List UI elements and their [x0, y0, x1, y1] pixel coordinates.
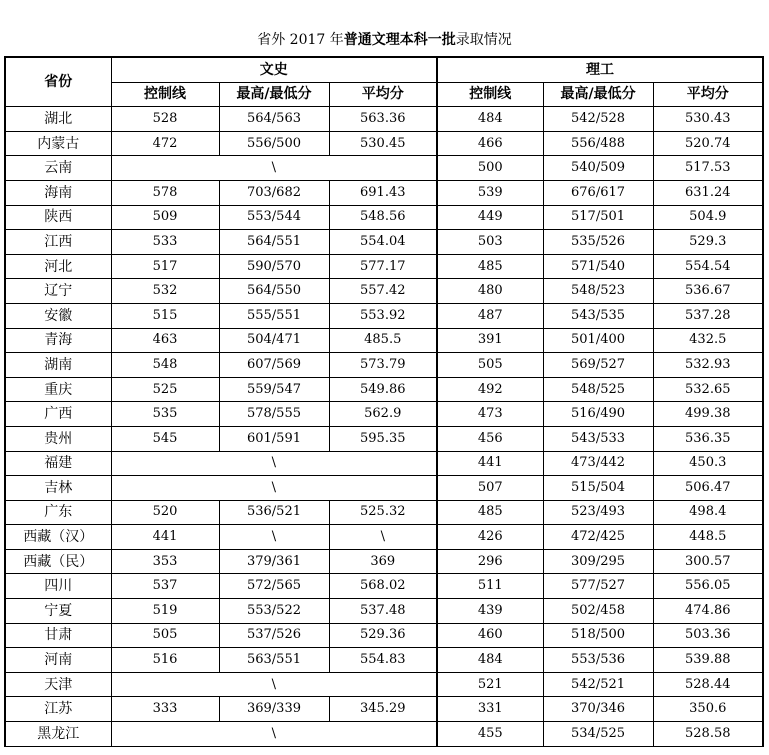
science-control-line-cell: 505 — [437, 353, 543, 378]
science-average-cell: 474.86 — [653, 599, 763, 624]
science-control-line-cell: 441 — [437, 451, 543, 476]
province-cell: 贵州 — [5, 426, 111, 451]
arts-control-line-cell: 545 — [111, 426, 219, 451]
arts-merged-cell: \ — [111, 722, 437, 747]
province-cell: 陕西 — [5, 205, 111, 230]
arts-max-min-cell: 379/361 — [219, 549, 329, 574]
arts-average-cell: 537.48 — [329, 599, 437, 624]
arts-merged-cell: \ — [111, 476, 437, 501]
table-row — [5, 402, 763, 427]
arts-control-line-cell: 535 — [111, 402, 219, 427]
arts-merged-cell: \ — [111, 672, 437, 697]
science-control-line-cell: 507 — [437, 476, 543, 501]
header-province: 省份 — [5, 57, 111, 107]
arts-control-line-cell: 463 — [111, 328, 219, 353]
arts-max-min-cell: 703/682 — [219, 180, 329, 205]
science-max-min-cell: 540/509 — [543, 156, 653, 181]
science-control-line-cell: 503 — [437, 230, 543, 255]
arts-average-cell: 369 — [329, 549, 437, 574]
arts-control-line-cell: 517 — [111, 254, 219, 279]
arts-average-cell: \ — [329, 525, 437, 550]
science-control-line-cell: 473 — [437, 402, 543, 427]
arts-average-cell: 557.42 — [329, 279, 437, 304]
science-max-min-cell: 571/540 — [543, 254, 653, 279]
header-arts-average: 平均分 — [329, 82, 437, 107]
table-row — [5, 205, 763, 230]
province-cell: 江苏 — [5, 697, 111, 722]
science-max-min-cell: 569/527 — [543, 353, 653, 378]
science-average-cell: 432.5 — [653, 328, 763, 353]
science-max-min-cell: 517/501 — [543, 205, 653, 230]
science-max-min-cell: 370/346 — [543, 697, 653, 722]
table-row — [5, 180, 763, 205]
science-average-cell: 350.6 — [653, 697, 763, 722]
header-science-max-min: 最高/最低分 — [543, 82, 653, 107]
arts-merged-cell: \ — [111, 451, 437, 476]
province-cell: 青海 — [5, 328, 111, 353]
science-average-cell: 506.47 — [653, 476, 763, 501]
science-control-line-cell: 331 — [437, 697, 543, 722]
title-bold: 普通文理本科一批 — [343, 32, 456, 48]
arts-average-cell: 563.36 — [329, 107, 437, 132]
title-prefix: 省外 2017 年 — [257, 32, 344, 48]
province-cell: 广东 — [5, 500, 111, 525]
science-max-min-cell: 502/458 — [543, 599, 653, 624]
arts-max-min-cell: \ — [219, 525, 329, 550]
science-average-cell: 520.74 — [653, 131, 763, 156]
arts-control-line-cell: 333 — [111, 697, 219, 722]
arts-max-min-cell: 559/547 — [219, 377, 329, 402]
science-max-min-cell: 473/442 — [543, 451, 653, 476]
table-row — [5, 156, 763, 181]
arts-control-line-cell: 578 — [111, 180, 219, 205]
science-average-cell: 556.05 — [653, 574, 763, 599]
province-cell: 四川 — [5, 574, 111, 599]
science-max-min-cell: 577/527 — [543, 574, 653, 599]
province-cell: 西藏（汉） — [5, 525, 111, 550]
science-average-cell: 539.88 — [653, 648, 763, 673]
arts-max-min-cell: 553/522 — [219, 599, 329, 624]
arts-control-line-cell: 548 — [111, 353, 219, 378]
province-cell: 黑龙江 — [5, 722, 111, 747]
science-average-cell: 529.3 — [653, 230, 763, 255]
title-suffix: 录取情况 — [455, 32, 512, 48]
header-science-average: 平均分 — [653, 82, 763, 107]
science-average-cell: 554.54 — [653, 254, 763, 279]
arts-average-cell: 554.83 — [329, 648, 437, 673]
science-average-cell: 300.57 — [653, 549, 763, 574]
science-control-line-cell: 480 — [437, 279, 543, 304]
header-science: 理工 — [437, 57, 763, 82]
arts-average-cell: 530.45 — [329, 131, 437, 156]
province-cell: 江西 — [5, 230, 111, 255]
arts-average-cell: 568.02 — [329, 574, 437, 599]
arts-merged-cell: \ — [111, 156, 437, 181]
province-cell: 内蒙古 — [5, 131, 111, 156]
science-control-line-cell: 426 — [437, 525, 543, 550]
science-max-min-cell: 556/488 — [543, 131, 653, 156]
science-average-cell: 631.24 — [653, 180, 763, 205]
province-cell: 湖南 — [5, 353, 111, 378]
arts-max-min-cell: 553/544 — [219, 205, 329, 230]
table-row — [5, 697, 763, 722]
table-row — [5, 648, 763, 673]
table-row — [5, 476, 763, 501]
science-average-cell: 537.28 — [653, 303, 763, 328]
table-row — [5, 353, 763, 378]
header-arts-control-line: 控制线 — [111, 82, 219, 107]
arts-control-line-cell: 533 — [111, 230, 219, 255]
document-title — [0, 30, 769, 50]
arts-average-cell: 562.9 — [329, 402, 437, 427]
science-control-line-cell: 521 — [437, 672, 543, 697]
science-average-cell: 499.38 — [653, 402, 763, 427]
arts-max-min-cell: 504/471 — [219, 328, 329, 353]
science-control-line-cell: 484 — [437, 107, 543, 132]
province-cell: 甘肃 — [5, 623, 111, 648]
science-control-line-cell: 485 — [437, 254, 543, 279]
arts-average-cell: 525.32 — [329, 500, 437, 525]
science-control-line-cell: 456 — [437, 426, 543, 451]
science-max-min-cell: 309/295 — [543, 549, 653, 574]
arts-max-min-cell: 578/555 — [219, 402, 329, 427]
science-average-cell: 536.35 — [653, 426, 763, 451]
science-max-min-cell: 553/536 — [543, 648, 653, 673]
arts-max-min-cell: 555/551 — [219, 303, 329, 328]
science-average-cell: 498.4 — [653, 500, 763, 525]
science-max-min-cell: 535/526 — [543, 230, 653, 255]
table-row — [5, 500, 763, 525]
arts-control-line-cell: 353 — [111, 549, 219, 574]
science-max-min-cell: 548/525 — [543, 377, 653, 402]
arts-average-cell: 529.36 — [329, 623, 437, 648]
arts-average-cell: 554.04 — [329, 230, 437, 255]
arts-max-min-cell: 564/551 — [219, 230, 329, 255]
arts-max-min-cell: 563/551 — [219, 648, 329, 673]
table-row — [5, 230, 763, 255]
arts-max-min-cell: 607/569 — [219, 353, 329, 378]
science-control-line-cell: 484 — [437, 648, 543, 673]
arts-control-line-cell: 519 — [111, 599, 219, 624]
province-cell: 辽宁 — [5, 279, 111, 304]
science-control-line-cell: 466 — [437, 131, 543, 156]
science-max-min-cell: 543/535 — [543, 303, 653, 328]
arts-average-cell: 691.43 — [329, 180, 437, 205]
science-control-line-cell: 492 — [437, 377, 543, 402]
science-average-cell: 528.58 — [653, 722, 763, 747]
science-control-line-cell: 500 — [437, 156, 543, 181]
table-row — [5, 131, 763, 156]
arts-average-cell: 345.29 — [329, 697, 437, 722]
arts-average-cell: 485.5 — [329, 328, 437, 353]
arts-max-min-cell: 572/565 — [219, 574, 329, 599]
science-max-min-cell: 534/525 — [543, 722, 653, 747]
arts-average-cell: 573.79 — [329, 353, 437, 378]
science-control-line-cell: 439 — [437, 599, 543, 624]
table-row — [5, 426, 763, 451]
arts-max-min-cell: 601/591 — [219, 426, 329, 451]
arts-control-line-cell: 509 — [111, 205, 219, 230]
province-cell: 天津 — [5, 672, 111, 697]
province-cell: 西藏（民） — [5, 549, 111, 574]
province-cell: 河北 — [5, 254, 111, 279]
science-max-min-cell: 472/425 — [543, 525, 653, 550]
province-cell: 广西 — [5, 402, 111, 427]
province-cell: 湖北 — [5, 107, 111, 132]
science-average-cell: 450.3 — [653, 451, 763, 476]
province-cell: 云南 — [5, 156, 111, 181]
arts-control-line-cell: 532 — [111, 279, 219, 304]
science-control-line-cell: 460 — [437, 623, 543, 648]
science-max-min-cell: 516/490 — [543, 402, 653, 427]
science-control-line-cell: 455 — [437, 722, 543, 747]
arts-control-line-cell: 537 — [111, 574, 219, 599]
arts-max-min-cell: 537/526 — [219, 623, 329, 648]
table-row — [5, 303, 763, 328]
science-max-min-cell: 676/617 — [543, 180, 653, 205]
table-row — [5, 549, 763, 574]
table-row — [5, 623, 763, 648]
science-control-line-cell: 511 — [437, 574, 543, 599]
admission-table — [4, 56, 764, 747]
table-row — [5, 279, 763, 304]
science-average-cell: 536.67 — [653, 279, 763, 304]
table-row — [5, 599, 763, 624]
arts-max-min-cell: 564/550 — [219, 279, 329, 304]
province-cell: 海南 — [5, 180, 111, 205]
arts-average-cell: 577.17 — [329, 254, 437, 279]
header-arts: 文史 — [111, 57, 437, 82]
table-row — [5, 672, 763, 697]
arts-max-min-cell: 536/521 — [219, 500, 329, 525]
table-row — [5, 328, 763, 353]
science-control-line-cell: 539 — [437, 180, 543, 205]
table-row — [5, 451, 763, 476]
science-max-min-cell: 523/493 — [543, 500, 653, 525]
arts-max-min-cell: 556/500 — [219, 131, 329, 156]
arts-average-cell: 595.35 — [329, 426, 437, 451]
science-max-min-cell: 515/504 — [543, 476, 653, 501]
header-arts-max-min: 最高/最低分 — [219, 82, 329, 107]
science-average-cell: 532.65 — [653, 377, 763, 402]
arts-average-cell: 548.56 — [329, 205, 437, 230]
science-average-cell: 448.5 — [653, 525, 763, 550]
science-max-min-cell: 542/521 — [543, 672, 653, 697]
arts-average-cell: 549.86 — [329, 377, 437, 402]
science-average-cell: 530.43 — [653, 107, 763, 132]
arts-control-line-cell: 525 — [111, 377, 219, 402]
table-row — [5, 525, 763, 550]
science-control-line-cell: 391 — [437, 328, 543, 353]
table-row — [5, 722, 763, 747]
arts-control-line-cell: 472 — [111, 131, 219, 156]
province-cell: 安徽 — [5, 303, 111, 328]
header-science-control-line: 控制线 — [437, 82, 543, 107]
science-max-min-cell: 548/523 — [543, 279, 653, 304]
science-average-cell: 517.53 — [653, 156, 763, 181]
table-row — [5, 574, 763, 599]
province-cell: 吉林 — [5, 476, 111, 501]
arts-average-cell: 553.92 — [329, 303, 437, 328]
table-row — [5, 254, 763, 279]
science-control-line-cell: 296 — [437, 549, 543, 574]
province-cell: 宁夏 — [5, 599, 111, 624]
province-cell: 重庆 — [5, 377, 111, 402]
science-average-cell: 528.44 — [653, 672, 763, 697]
science-control-line-cell: 487 — [437, 303, 543, 328]
science-control-line-cell: 485 — [437, 500, 543, 525]
table-row — [5, 377, 763, 402]
science-control-line-cell: 449 — [437, 205, 543, 230]
arts-control-line-cell: 520 — [111, 500, 219, 525]
arts-control-line-cell: 516 — [111, 648, 219, 673]
province-cell: 福建 — [5, 451, 111, 476]
arts-control-line-cell: 528 — [111, 107, 219, 132]
science-max-min-cell: 501/400 — [543, 328, 653, 353]
arts-max-min-cell: 369/339 — [219, 697, 329, 722]
science-average-cell: 504.9 — [653, 205, 763, 230]
science-average-cell: 532.93 — [653, 353, 763, 378]
science-max-min-cell: 543/533 — [543, 426, 653, 451]
table-row — [5, 107, 763, 132]
province-cell: 河南 — [5, 648, 111, 673]
arts-max-min-cell: 564/563 — [219, 107, 329, 132]
arts-control-line-cell: 515 — [111, 303, 219, 328]
arts-control-line-cell: 505 — [111, 623, 219, 648]
science-max-min-cell: 542/528 — [543, 107, 653, 132]
science-average-cell: 503.36 — [653, 623, 763, 648]
arts-control-line-cell: 441 — [111, 525, 219, 550]
science-max-min-cell: 518/500 — [543, 623, 653, 648]
arts-max-min-cell: 590/570 — [219, 254, 329, 279]
